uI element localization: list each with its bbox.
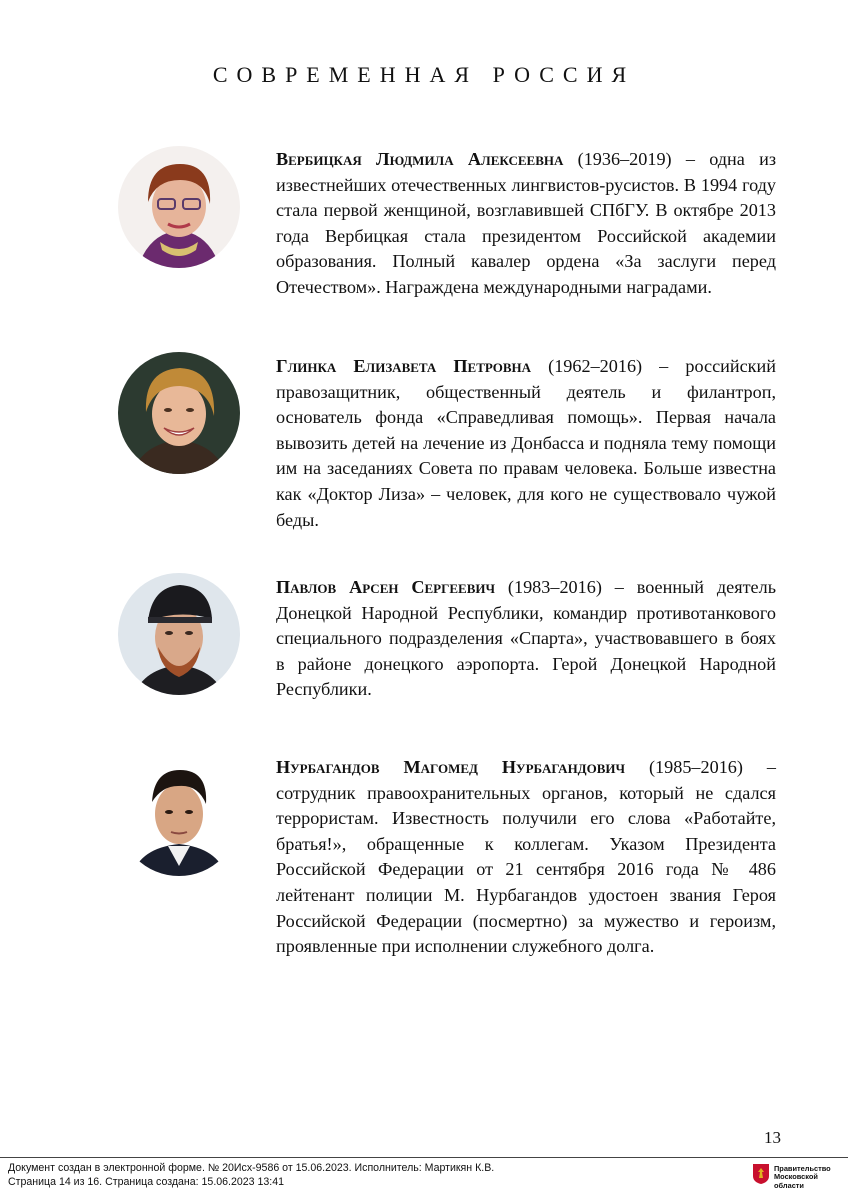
biography-body: (1985–2016) – сотрудник правоохранительных органов, который не сдался террористам. Известность получили его слова «Работайте, братья!», обращенные к коллегам. Указом Президента Российской Федерации от 21 сентября 2016 года № 486 лейтенант полиции М. Нурбагандов удостоен звания Героя Российской Федерации (посмертно) за мужество и героизм, проявленные при исполнении служебного долга. [276,757,776,957]
biography-text [276,575,776,703]
biography-body: (1962–2016) – российский правозащитник, общественный деятель и филантроп, основатель фонда «Справедливая помощь». Первая начала вывозить детей на лечение из Донбасса и подняла тему помощи им на заседаниях Совета по правам человека. Больше известна как «Доктор Лиза» – человек, для кого не существовало чужой беды. [276,356,776,530]
person-name: Глинка Елизавета Петровна [276,356,532,376]
page-title: СОВРЕМЕННАЯ РОССИЯ [212,62,636,87]
biography-text [276,354,776,533]
government-label-line2: Московской области [774,1172,818,1190]
coat-of-arms-icon [752,1163,770,1185]
biography-body: (1936–2019) – одна из известнейших отечественных лингвистов-русистов. В 1994 году стала первой женщиной, возглавившей СПбГУ. В октябре 2013 года Вербицкая стала президентом Российской академии образования. Полный кавалер ордена «За заслуги перед Отечеством». Награждена международными наградами. [276,149,776,297]
biography-text [276,755,776,960]
portrait-photo [118,573,240,695]
person-name: Вербицкая Людмила Алексеевна [276,149,564,169]
page-number: 13 [764,1128,781,1147]
footer-divider [0,1157,848,1158]
government-label-line1: Правительство [774,1164,831,1173]
government-label [774,1165,848,1190]
person-name: Павлов Арсен Сергеевич [276,577,496,597]
portrait-photo [118,754,240,876]
portrait-photo [118,352,240,474]
biography-text [276,147,776,301]
portrait-photo [118,146,240,268]
biography-body: (1983–2016) – военный деятель Донецкой Народной Республики, командир противотанкового специального подразделения «Спарта», участвовавшего в боях в районе донецкого аэропорта. Герой Донецкой Народной Республики. [276,577,776,700]
footer-document-info: Документ создан в электронной форме. № 20Исх-9586 от 15.06.2023. Исполнитель: Мартикян К.В. [8,1162,495,1174]
footer-page-info: Страница 14 из 16. Страница создана: 15.06.2023 13:41 [8,1176,285,1188]
person-name: Нурбагандов Магомед Нурбагандович [276,757,626,777]
